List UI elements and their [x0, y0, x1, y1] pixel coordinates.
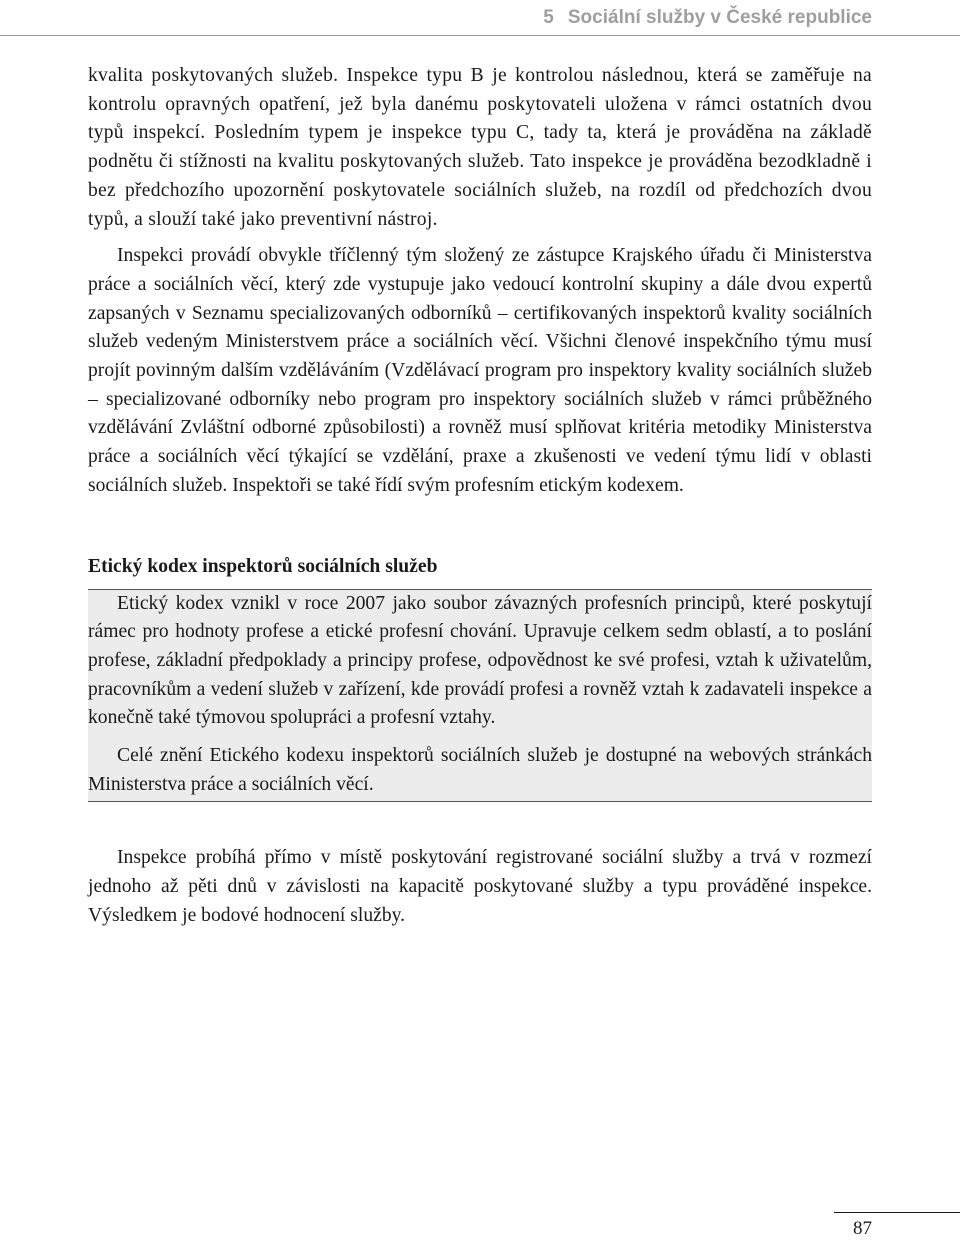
ethics-code-box — [88, 590, 872, 803]
chapter-number: 5 — [543, 7, 554, 28]
paragraph-inspection-types: kvalita poskytovaných služeb. Inspekce typu B je kontrolou následnou, která se zaměřuje na kontrolu opravných opatření, jež byla danému poskytovateli uložena v rámci ostatních dvou typů inspekcí. Posledním typem je inspekce typu C, tady ta, která je prováděna na základě podnětu či stížnosti na kvalitu poskytovaných služeb. Tato inspekce je prováděna bezodkladně i bez předchozího upozornění poskytovatele sociálních služeb, na rozdíl od předchozích dvou typů, a slouží také jako preventivní nástroj. — [88, 65, 872, 230]
paragraph-inspection-process: Inspekce probíhá přímo v místě poskytování registrované sociální služby a trvá v rozmezí jednoho až pěti dnů v závislosti na kapacitě poskytované služby a typu prováděné inspekce. Výsledkem je bodové hodnocení služby. — [88, 847, 872, 926]
page-number: 87 — [853, 1218, 872, 1239]
running-header — [543, 0, 872, 36]
footer-rule — [834, 1212, 960, 1213]
chapter-title: Sociální služby v České republice — [567, 7, 872, 28]
header-rule — [0, 35, 960, 36]
page-content — [88, 62, 872, 931]
box-title: Etický kodex inspektorů sociálních služeb — [88, 555, 438, 577]
paragraph-inspection-team: Inspekci provádí obvykle tříčlenný tým složený ze zástupce Krajského úřadu či Ministerstva práce a sociálních věcí, který zde vystupuje jako vedoucí kontrolní skupiny a dále dvou expertů zapsaných v Seznamu specializovaných odborníků – certifikovaných inspektorů kvality sociálních služeb vedeným Ministerstvem práce a sociálních věcí. Všichni členové inspekčního týmu musí projít povinným dalším vzděláváním (Vzdělávací program pro inspektory kvality sociálních služeb – specializované odborníky nebo program pro inspektory sociálních služeb v rámci průběžného vzdělávání Zvláštní odborné způsobilosti) a rovněž musí splňovat kritéria metodiky Ministerstva práce a sociálních věcí týkající se vzdělání, praxe a zkušenosti ve vedení týmu lidí v oblasti sociálních služeb. Inspektoři se také řídí svým profesním etickým kodexem. — [88, 245, 872, 496]
box-paragraph-2: Celé znění Etického kodexu inspektorů sociálních služeb je dostupné na webových stránkách Ministerstva práce a sociálních věcí. — [88, 745, 872, 795]
box-paragraph-1: Etický kodex vznikl v roce 2007 jako soubor závazných profesních principů, které poskytují rámec pro hodnoty profese a etické profesní chování. Upravuje celkem sedm oblastí, a to poslání profese, základní předpoklady a principy profese, odpovědnost ke své profesi, vztah k uživatelům, pracovníkům a vedení služeb v zařízení, kde provádí profesi a rovněž vztah k zadavateli inspekce a konečně také týmovou spolupráci a profesní vztahy. — [88, 592, 872, 729]
